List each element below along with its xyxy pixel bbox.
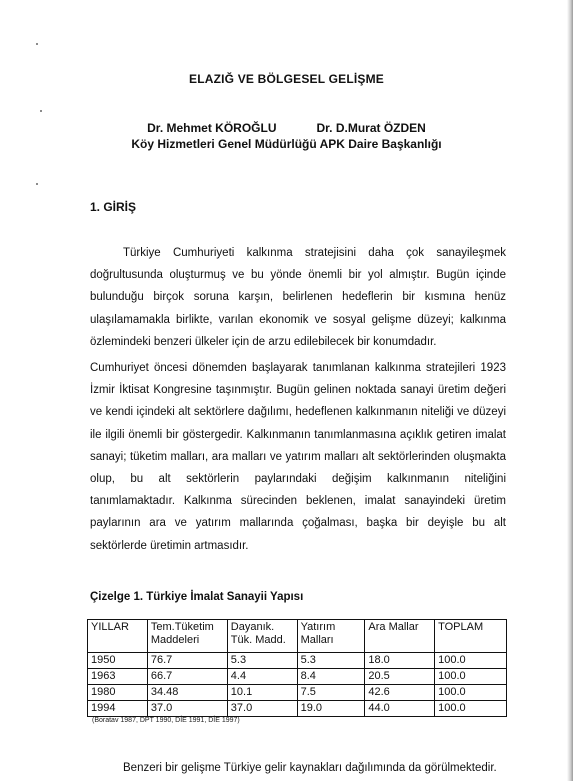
- document-title: ELAZIĞ VE BÖLGESEL GELİŞME: [188, 72, 384, 86]
- header-basic-consumer-goods: Tem.Tüketim Maddeleri: [147, 620, 227, 653]
- table-source-note: (Boratav 1987, DPT 1990, DİE 1991, DİE 1997): [92, 717, 240, 724]
- paragraph-2: Cumhuriyet öncesi dönemden başlayarak tanımlanan kalkınma stratejileri 1923 İzmir İktisat Kongresine taşınmıştır. Bugün gelinen noktada sanayi üretim değeri ve kendi içindeki alt sektörlere dağılımı, hedeflenen kalkınmanın niteliği ve düzeyi ile ilgili önemli bir göstergedir. Kalkınmanın tanımlanmasına açıklık getiren imalat sanayi; tüketim malları, ara malları ve yatırım malları alt sektörlerinden oluşmakta olup, bu alt sektörlerin paylarındaki değişim kalkınmanın niteliğini tanımlamaktadır. Kalkınma sürecinden beklenen, imalat sanayindeki üretim paylarının ara ve yatırım mallarında çoğalması, başka bir deyişle bu alt sektörlerde üretimin artmasıdır.: [90, 362, 506, 552]
- table-cell: 44.0: [365, 701, 435, 717]
- table-cell: 76.7: [147, 653, 227, 669]
- header-intermediate-goods: Ara Mallar: [365, 620, 435, 653]
- table-cell: 7.5: [297, 685, 365, 701]
- table-cell: 100.0: [435, 653, 507, 669]
- table-cell: 20.5: [365, 669, 435, 685]
- table-cell: 37.0: [227, 701, 297, 717]
- affiliation: Köy Hizmetleri Genel Müdürlüğü APK Daire Başkanlığı: [131, 137, 442, 151]
- table-cell: 66.7: [147, 669, 227, 685]
- author-2: Dr. D.Murat ÖZDEN: [316, 121, 426, 135]
- table-caption: Çizelge 1. Türkiye İmalat Sanayii Yapısı: [90, 591, 304, 603]
- table-cell: 42.6: [365, 685, 435, 701]
- table-cell: 34.48: [147, 685, 227, 701]
- header-years: YILLAR: [88, 620, 148, 653]
- table-cell: 8.4: [297, 669, 365, 685]
- section-heading: 1. GİRİŞ: [90, 200, 137, 214]
- table-cell: 100.0: [435, 669, 507, 685]
- table-cell: 37.0: [147, 701, 227, 717]
- header-investment-goods: Yatırım Malları: [297, 620, 365, 653]
- page-edge-shadow: [567, 0, 573, 781]
- table-row: [88, 653, 507, 669]
- paragraph-1: Türkiye Cumhuriyeti kalkınma stratejisini daha çok sanayileşmek doğrultusunda oluşturmuş ve bu yönde önemli bir yol almıştır. Bugün içinde bulunduğu birçok soruna karşın, belirlenen hedeflerin bir kısmına henüz ulaşılamamakla birlikte, varılan ekonomik ve sosyal gelişme düzeyi; kalkınma özlemindeki benzeri ülkeler için de arzu edilebilecek bir konumdadır.: [90, 247, 506, 348]
- table-cell: 100.0: [435, 701, 507, 717]
- author-block: [0, 120, 573, 152]
- table-header-row: [88, 620, 507, 653]
- industry-structure-table: [87, 619, 507, 717]
- table-cell: 18.0: [365, 653, 435, 669]
- table-cell: 5.3: [297, 653, 365, 669]
- paragraph-3: Benzeri bir gelişme Türkiye gelir kaynakları dağılımında da görülmektedir.: [123, 762, 497, 774]
- header-total: TOPLAM: [435, 620, 507, 653]
- table-row: [88, 669, 507, 685]
- table-cell: 4.4: [227, 669, 297, 685]
- table-cell: 5.3: [227, 653, 297, 669]
- table-row: [88, 685, 507, 701]
- table-cell: 1994: [88, 701, 148, 717]
- table-cell: 19.0: [297, 701, 365, 717]
- table-cell: 1950: [88, 653, 148, 669]
- table-cell: 100.0: [435, 685, 507, 701]
- header-durable-consumer-goods: Dayanık. Tük. Madd.: [227, 620, 297, 653]
- table-cell: 10.1: [227, 685, 297, 701]
- table-cell: 1963: [88, 669, 148, 685]
- table-cell: 1980: [88, 685, 148, 701]
- author-1: Dr. Mehmet KÖROĞLU: [147, 121, 277, 135]
- table-row: [88, 701, 507, 717]
